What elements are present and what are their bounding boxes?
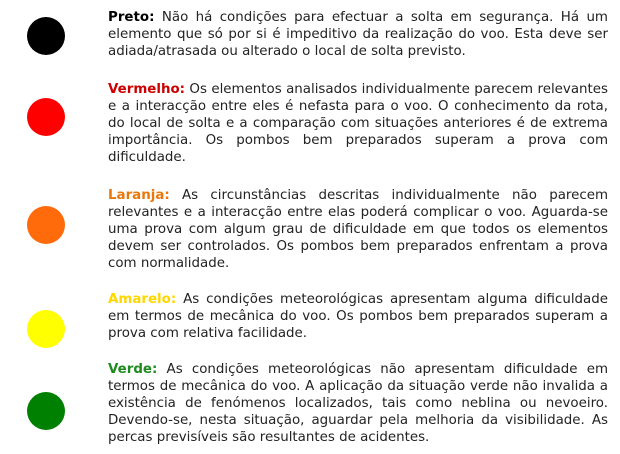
label-vermelho: Vermelho: — [108, 82, 186, 97]
description-verde: As condições meteorológicas não apresentam dificuldade em termos de mecânica do voo. A aplicação da situação verde não invalida a existência de fenómenos localizados, tais como neblina ou nevoeiro. Devendo-se, nesta situação, aguardar pela melhoria da visibilidade. As percas previsíveis são resultantes de acidentes. — [108, 362, 608, 446]
label-preto: Preto: — [108, 10, 155, 25]
label-verde: Verde: — [108, 362, 158, 377]
label-laranja: Laranja: — [108, 188, 170, 203]
entry-text-vermelho — [108, 81, 608, 166]
description-amarelo: As condições meteorológicas apresentam alguma dificuldade em termos de mecânica do voo. Os pombos bem preparados superam a prova com relativa facilidade. — [108, 292, 608, 342]
black-circle-icon — [27, 17, 65, 55]
description-laranja: As circunstâncias descritas individualmente não parecem relevantes e a interacção entre elas poderá complicar o voo. Aguarda-se uma prova com algum grau de dificuldade em que todos os elementos devem ser controlados. Os pombos bem preparados enfrentam a prova com normalidade. — [108, 188, 608, 272]
orange-circle-icon — [27, 206, 65, 244]
entry-text-laranja — [108, 187, 608, 272]
yellow-circle-icon — [27, 310, 65, 348]
description-preto: Não há condições para efectuar a solta em segurança. Há um elemento que só por si é impeditivo da realização do voo. Esta deve ser adiada/atrasada ou alterado o local de solta previsto. — [108, 10, 608, 60]
entry-text-verde — [108, 361, 608, 446]
label-amarelo: Amarelo: — [108, 292, 177, 307]
entry-text-preto — [108, 9, 608, 60]
green-circle-icon — [27, 392, 65, 430]
description-vermelho: Os elementos analisados individualmente parecem relevantes e a interacção entre eles é nefasta para o voo. O conhecimento da rota, do local de solta e a comparação com situações anteriores é de extrema importância. Os pombos bem preparados superam a prova com dificuldade. — [108, 82, 608, 166]
entry-text-amarelo — [108, 291, 608, 342]
red-circle-icon — [27, 98, 65, 136]
